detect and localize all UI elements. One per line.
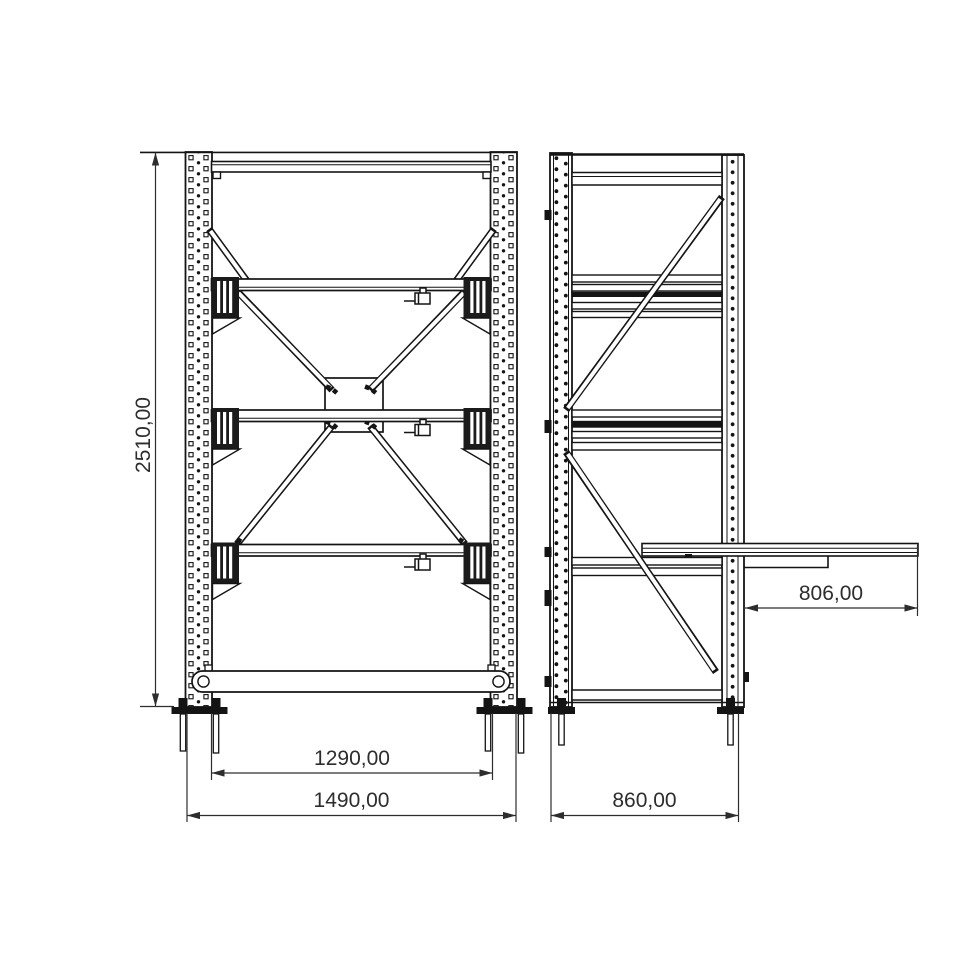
- side-rear-post: [722, 155, 744, 707]
- shelf-beam-level-3: [212, 545, 492, 557]
- top-beam-clip-right: [483, 172, 491, 179]
- dimension-overall-width-label: 1490,00: [313, 789, 390, 812]
- dimension-height-label: 2510,00: [132, 397, 155, 473]
- front-right-upright-post: [491, 152, 518, 707]
- side-bottom-member: [550, 690, 744, 703]
- front-left-upright-post: [186, 152, 213, 707]
- dimension-depth-label: 860,00: [612, 789, 677, 812]
- shelf-beam-level-2: [212, 410, 492, 422]
- dimension-inner-width-label: 1290,00: [314, 747, 390, 770]
- dimension-extension-label: 806,00: [798, 582, 864, 605]
- shelf-beam-level-1: [212, 279, 492, 291]
- side-top-member: [572, 173, 722, 186]
- top-beam-clip-left: [213, 172, 221, 179]
